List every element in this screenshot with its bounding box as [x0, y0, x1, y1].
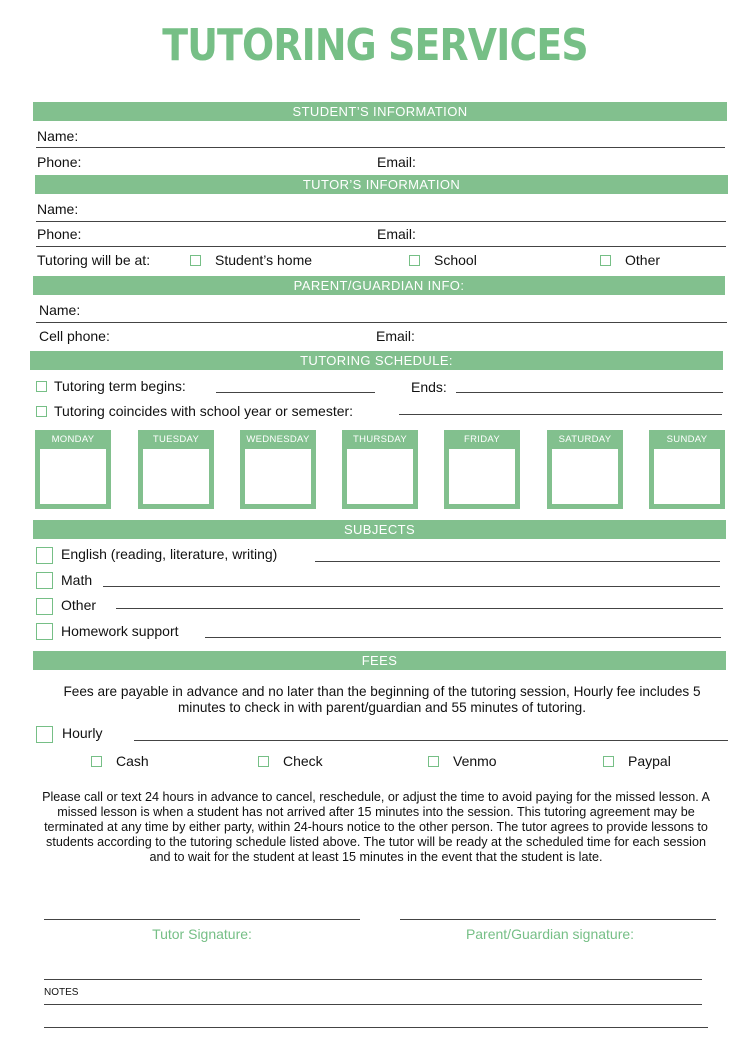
- location-other-label: Other: [625, 252, 661, 268]
- subject-english-field[interactable]: [315, 561, 720, 562]
- payment-cash-checkbox[interactable]: [91, 756, 102, 767]
- day-label-sunday: SUNDAY: [666, 434, 708, 445]
- day-box-tuesday[interactable]: [138, 430, 214, 509]
- tutor-email-label: Email:: [377, 226, 416, 242]
- location-school-label: School: [434, 252, 477, 268]
- tutor-signature-line[interactable]: [44, 919, 360, 920]
- subject-math-checkbox[interactable]: [36, 572, 53, 589]
- payment-venmo-checkbox[interactable]: [428, 756, 439, 767]
- tutor-name-label: Name:: [37, 201, 79, 217]
- term-ends-field[interactable]: [456, 392, 723, 393]
- parent-signature-line[interactable]: [400, 919, 716, 920]
- tutoring-location-label: Tutoring will be at:: [37, 252, 151, 268]
- term-begins-checkbox[interactable]: [36, 381, 47, 392]
- notes-line-1[interactable]: [44, 979, 702, 980]
- payment-paypal-label: Paypal: [628, 753, 671, 769]
- fee-hourly-field[interactable]: [134, 740, 728, 741]
- section-header-subjects: SUBJECTS: [33, 520, 726, 539]
- subject-other-label: Other: [61, 597, 97, 613]
- day-label-tuesday: TUESDAY: [152, 434, 200, 445]
- parent-name-label: Name:: [39, 302, 81, 318]
- day-box-thursday[interactable]: [342, 430, 418, 509]
- term-ends-label: Ends:: [411, 379, 447, 395]
- section-header-parent: PARENT/GUARDIAN INFO:: [33, 276, 725, 295]
- day-label-wednesday: WEDNESDAY: [246, 434, 310, 445]
- section-header-student: STUDENT’S INFORMATION: [33, 102, 727, 121]
- subject-homework-checkbox[interactable]: [36, 623, 53, 640]
- day-box-sunday[interactable]: [649, 430, 725, 509]
- subject-homework-field[interactable]: [205, 637, 721, 638]
- section-header-schedule: TUTORING SCHEDULE:: [30, 351, 723, 370]
- location-students-home-checkbox[interactable]: [190, 255, 201, 266]
- coincides-field[interactable]: [399, 414, 722, 415]
- location-other-checkbox[interactable]: [600, 255, 611, 266]
- parent-signature-label: Parent/Guardian signature:: [465, 926, 635, 942]
- payment-paypal-checkbox[interactable]: [603, 756, 614, 767]
- student-email-label: Email:: [377, 154, 416, 170]
- subject-other-checkbox[interactable]: [36, 598, 53, 615]
- section-header-fees: FEES: [33, 651, 726, 670]
- notes-label: NOTES: [44, 987, 79, 998]
- fee-hourly-label: Hourly: [62, 725, 103, 741]
- day-box-wednesday[interactable]: [240, 430, 316, 509]
- location-students-home-label: Student’s home: [215, 252, 313, 268]
- payment-check-checkbox[interactable]: [258, 756, 269, 767]
- day-label-monday: MONDAY: [51, 434, 95, 445]
- student-name-label: Name:: [37, 128, 79, 144]
- tutor-signature-label: Tutor Signature:: [152, 926, 252, 942]
- subject-math-field[interactable]: [103, 586, 720, 587]
- day-box-friday[interactable]: [444, 430, 520, 509]
- notes-line-2[interactable]: [44, 1004, 702, 1005]
- tutor-phone-label: Phone:: [37, 226, 82, 242]
- policy-text: Please call or text 24 hours in advance to cancel, reschedule, or adjust the time to avoid paying for the missed lesson. A missed lesson is when a student has not arrived after 15 minutes into the session. This tutoring agreement may be terminated at any time by either party, within 24-hours notice to the other person. The tutor agrees to provide lessons to students according to the tutoring schedule listed above. The tutor will be ready at the scheduled time for each session and to wait for the student at least 15 minutes in the event that the student is late.: [42, 790, 710, 864]
- parent-email-label: Email:: [376, 328, 415, 344]
- day-label-friday: FRIDAY: [464, 434, 500, 445]
- day-label-saturday: SATURDAY: [558, 434, 612, 445]
- student-phone-label: Phone:: [37, 154, 82, 170]
- payment-cash-label: Cash: [116, 753, 149, 769]
- subject-english-label: English (reading, literature, writing): [61, 546, 278, 562]
- payment-venmo-label: Venmo: [453, 753, 497, 769]
- fees-description: Fees are payable in advance and no later than the beginning of the tutoring session, Hourly fee includes 5 minutes to check in with parent/guardian and 55 minutes of tutoring.: [63, 684, 701, 715]
- parent-name-field[interactable]: [36, 322, 727, 323]
- subject-english-checkbox[interactable]: [36, 547, 53, 564]
- fee-hourly-checkbox[interactable]: [36, 726, 53, 743]
- day-label-thursday: THURSDAY: [353, 434, 407, 445]
- term-begins-label: Tutoring term begins:: [54, 378, 186, 394]
- tutor-phone-field[interactable]: [36, 246, 726, 247]
- subject-math-label: Math: [61, 572, 93, 588]
- term-begins-field[interactable]: [216, 392, 375, 393]
- student-name-field[interactable]: [36, 147, 725, 148]
- parent-cell-label: Cell phone:: [39, 328, 110, 344]
- coincides-checkbox[interactable]: [36, 406, 47, 417]
- page-title: TUTORING SERVICES: [162, 20, 588, 71]
- location-school-checkbox[interactable]: [409, 255, 420, 266]
- section-header-tutor: TUTOR’S INFORMATION: [35, 175, 728, 194]
- payment-check-label: Check: [283, 753, 323, 769]
- day-box-monday[interactable]: [35, 430, 111, 509]
- subject-homework-label: Homework support: [61, 623, 179, 639]
- notes-line-3[interactable]: [44, 1027, 708, 1028]
- day-box-saturday[interactable]: [547, 430, 623, 509]
- tutor-name-field[interactable]: [36, 221, 726, 222]
- subject-other-field[interactable]: [116, 608, 723, 609]
- coincides-label: Tutoring coincides with school year or semester:: [54, 403, 354, 419]
